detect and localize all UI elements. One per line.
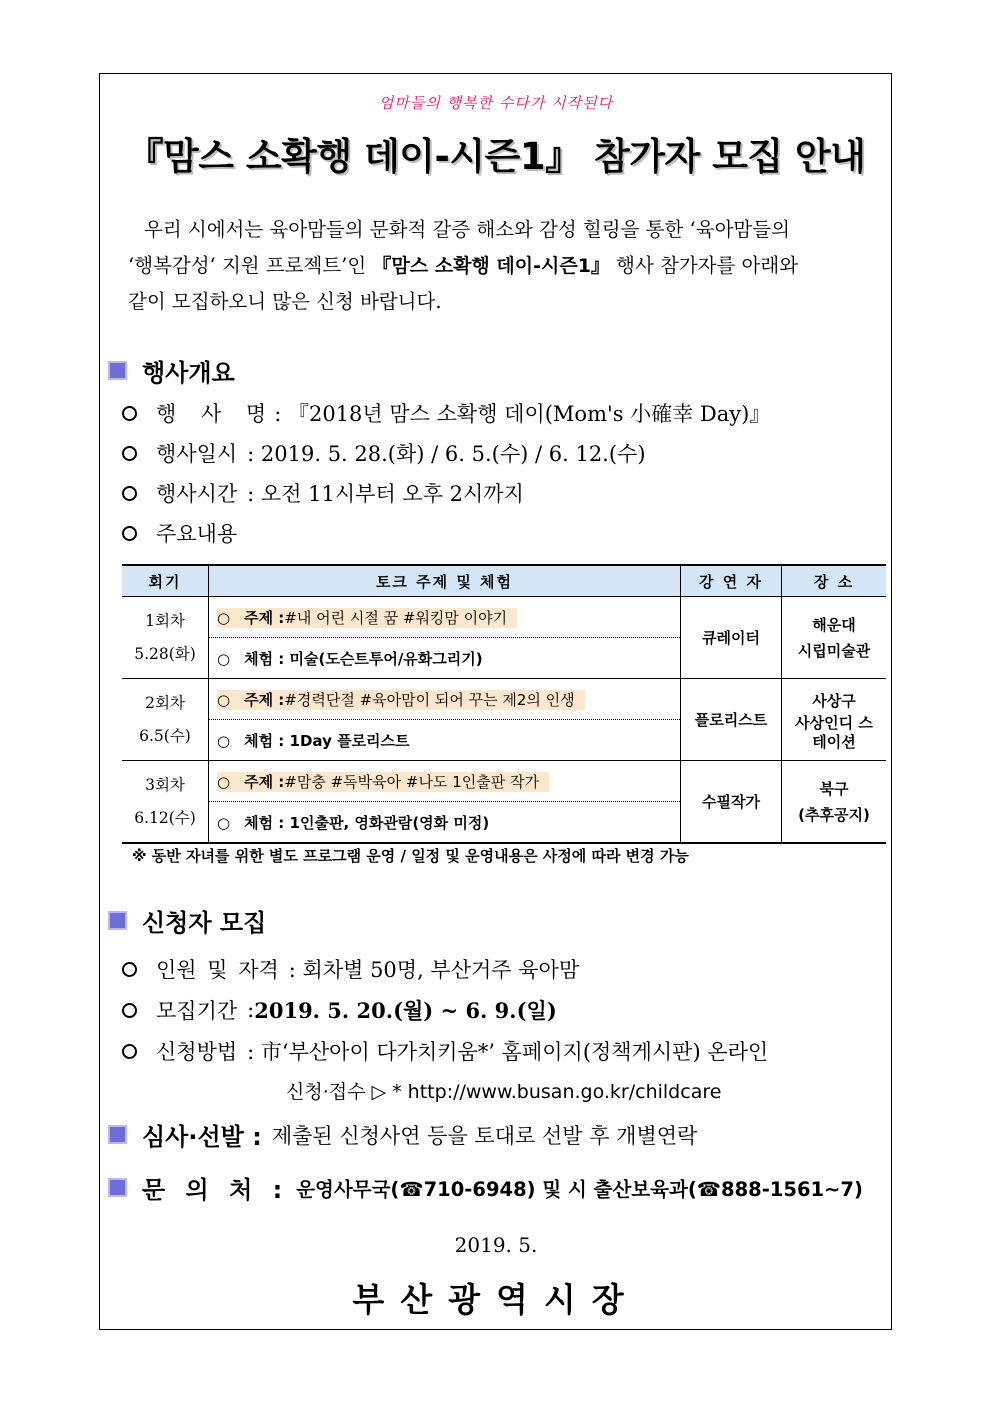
session-cell	[122, 597, 209, 679]
apply-method-line2: 신청·접수 ▷ * http://www.busan.go.kr/childcare	[286, 1081, 722, 1103]
experience-value: 1Day 플로리스트	[289, 731, 410, 750]
place-cell	[782, 679, 887, 761]
topic-highlight	[217, 608, 517, 628]
session-cell	[122, 679, 209, 761]
item-value-prefix: :	[247, 998, 255, 1022]
session-date: 6.5(수)	[139, 726, 191, 745]
recruit-item	[122, 954, 579, 984]
section-title: 행사개요	[142, 359, 235, 387]
item-value: : 2019. 5. 28.(화) / 6. 5.(수) / 6. 12.(수)	[247, 442, 646, 466]
table-row	[122, 761, 886, 802]
schedule-table	[122, 564, 886, 844]
session-number: 2회차	[145, 693, 185, 712]
overview-item	[122, 398, 770, 428]
place-line: 북구	[819, 779, 849, 798]
place-cell	[782, 761, 887, 844]
section-recruit-heading	[108, 903, 266, 938]
recruit-period: 2019. 5. 20.(월) ~ 6. 9.(일)	[254, 998, 557, 1023]
experience-cell	[209, 802, 681, 844]
topic-highlight	[217, 690, 585, 710]
page-title: 『맘스 소확행 데이-시즌1』 참가자 모집 안내	[126, 135, 866, 178]
intro-line: 우리 시에서는 육아맘들의 문화적 갈증 해소와 감성 힐링을 통한 ‘육아맘들의	[144, 218, 790, 241]
square-bullet-icon	[108, 1125, 127, 1144]
small-circle-icon: ○	[217, 649, 231, 668]
item-label: 인원 및 자격	[156, 958, 279, 982]
table-row	[122, 679, 886, 720]
overview-item	[122, 438, 646, 468]
square-bullet-icon	[108, 361, 127, 380]
speaker-cell: 수필작가	[681, 761, 782, 844]
place-line: 사상인디 스테이션	[795, 713, 873, 751]
item-label: 행사시간	[156, 482, 238, 506]
experience-label: 체험 :	[244, 731, 285, 750]
experience-label: 체험 :	[244, 813, 285, 832]
circle-bullet-icon	[122, 406, 137, 421]
intro-line	[128, 248, 864, 284]
contact-text: 운영사무국(☎710-6948) 및 시 출산보육과(☎888-1561~7)	[296, 1177, 863, 1201]
place-line: (추후공지)	[798, 805, 870, 824]
issuer-signature: 부산광역시장	[352, 1280, 640, 1319]
item-label: 모집기간	[156, 999, 238, 1023]
place-cell	[782, 597, 887, 679]
small-circle-icon: ○	[217, 608, 231, 627]
circle-bullet-icon	[122, 486, 137, 501]
topic-highlight	[217, 772, 549, 792]
item-label: 행 사 명	[156, 402, 276, 426]
topic-cell	[209, 679, 681, 720]
intro-line: 같이 모집하오니 많은 신청 바랍니다.	[128, 290, 442, 313]
square-bullet-icon	[108, 1178, 127, 1197]
topic-cell	[209, 761, 681, 802]
session-date: 6.12(수)	[134, 808, 196, 827]
intro-text: ‘행복감성‘ 지원 프로젝트’인	[128, 254, 373, 277]
column-header: 회기	[122, 565, 209, 597]
speaker-cell: 플로리스트	[681, 679, 782, 761]
section-selection-heading	[108, 1117, 697, 1152]
experience-label: 체험 :	[244, 649, 285, 668]
document-date: 2019. 5.	[454, 1233, 538, 1257]
overview-item	[122, 478, 524, 508]
place-line: 시립미술관	[797, 641, 871, 660]
experience-value: 미술(도슨트투어/유화그리기)	[289, 649, 483, 668]
item-value: : 『2018년 맘스 소확행 데이(Mom's 小確幸 Day)』	[274, 402, 771, 426]
session-date: 5.28(화)	[134, 644, 196, 663]
section-contact-heading	[108, 1170, 863, 1205]
column-header: 토크 주제 및 체험	[209, 565, 681, 597]
event-name-bold: 『맘스 소확행 데이-시즌1』	[372, 255, 610, 277]
topic-cell	[209, 597, 681, 638]
experience-cell	[209, 638, 681, 679]
section-overview-heading	[108, 353, 235, 388]
session-cell	[122, 761, 209, 844]
small-circle-icon: ○	[217, 731, 231, 750]
topic-value: #경력단절 #육아맘이 되어 꾸는 제2의 인생	[284, 690, 575, 709]
experience-value: 1인출판, 영화관람(영화 미정)	[289, 813, 490, 832]
topic-value: #맘충 #독박육아 #나도 1인출판 작가	[284, 772, 539, 791]
overview-item	[122, 518, 237, 548]
topic-value: #내 어린 시절 꿈 #워킹맘 이야기	[284, 608, 508, 627]
circle-bullet-icon	[122, 962, 137, 977]
intro-paragraph	[128, 212, 864, 320]
circle-bullet-icon	[122, 1044, 137, 1059]
column-header: 강 연 자	[681, 565, 782, 597]
speaker-cell: 큐레이터	[681, 597, 782, 679]
table-header-row	[122, 565, 886, 597]
section-title: 신청자 모집	[142, 909, 267, 937]
topic-label: 주제 :	[244, 608, 285, 627]
table-row	[122, 597, 886, 638]
small-circle-icon: ○	[217, 690, 231, 709]
small-circle-icon: ○	[217, 772, 231, 791]
recruit-item	[122, 995, 557, 1025]
item-value: : 오전 11시부터 오후 2시까지	[247, 482, 524, 506]
circle-bullet-icon	[122, 1003, 137, 1018]
place-line: 해운대	[812, 615, 856, 634]
session-number: 3회차	[145, 775, 185, 794]
item-value: : 市‘부산아이 다가치키움*’ 홈페이지(정책게시판) 온라인	[247, 1040, 769, 1064]
topic-label: 주제 :	[244, 772, 285, 791]
place-line: 사상구	[812, 691, 856, 710]
schedule-note: ※ 동반 자녀를 위한 별도 프로그램 운영 / 일정 및 운영내용은 사정에 따라 변경 가능	[132, 847, 689, 865]
item-value: : 회차별 50명, 부산거주 육아맘	[288, 958, 580, 982]
experience-cell	[209, 720, 681, 761]
small-circle-icon: ○	[217, 813, 231, 832]
section-title: 문 의 처 :	[142, 1176, 289, 1204]
circle-bullet-icon	[122, 526, 137, 541]
section-title: 심사·선발 :	[142, 1123, 262, 1151]
topic-label: 주제 :	[244, 690, 285, 709]
session-number: 1회차	[145, 611, 185, 630]
selection-text: 제출된 신청사연 등을 토대로 선발 후 개별연락	[271, 1123, 698, 1148]
item-label: 행사일시	[156, 442, 238, 466]
circle-bullet-icon	[122, 446, 137, 461]
item-label: 신청방법	[156, 1040, 238, 1064]
recruit-item	[122, 1036, 768, 1066]
column-header: 장 소	[782, 565, 887, 597]
item-label: 주요내용	[156, 522, 238, 546]
intro-text: 행사 참가자를 아래와	[609, 254, 799, 277]
square-bullet-icon	[108, 911, 127, 930]
tagline: 엄마들의 행복한 수다가 시작된다	[378, 94, 614, 112]
recruit-item-continued	[286, 1077, 721, 1104]
